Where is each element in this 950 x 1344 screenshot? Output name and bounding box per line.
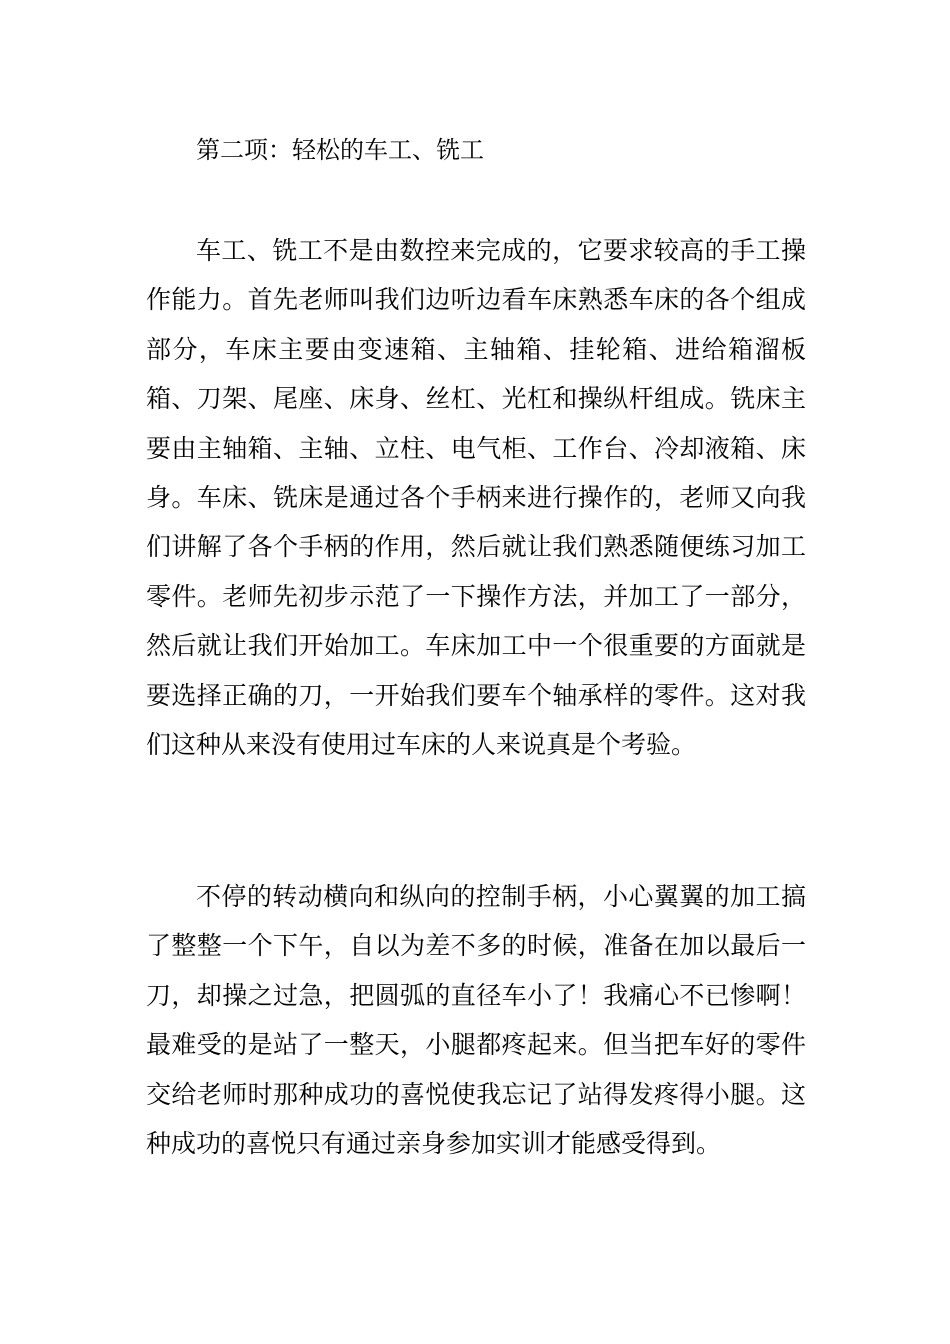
paragraph-lathe-milling-intro: 车工、铣工不是由数控来完成的，它要求较高的手工操作能力。首先老师叫我们边听边看车床熟悉车床的各个组成部分，车床主要由变速箱、主轴箱、挂轮箱、进给箱溜板箱、刀架、尾座、床身、丝杠、光杠和操纵杆组成。铣床主要由主轴箱、主轴、立柱、电气柜、工作台、冷却液箱、床身。车床、铣床是通过各个手柄来进行操作的，老师又向我们讲解了各个手柄的作用，然后就让我们熟悉随便练习加工零件。老师先初步示范了一下操作方法，并加工了一部分，然后就让我们开始加工。车床加工中一个很重要的方面就是要选择正确的刀，一开始我们要车个轴承样的零件。这对我们这种从来没有使用过车床的人来说真是个考验。 (146, 236, 806, 760)
paragraph-machining-experience: 不停的转动横向和纵向的控制手柄，小心翼翼的加工搞了整整一个下午，自以为差不多的时候，准备在加以最后一刀，却操之过急，把圆弧的直径车小了！我痛心不已惨啊！最难受的是站了一整天，小腿都疼起来。但当把车好的零件交给老师时那种成功的喜悦使我忘记了站得发疼得小腿。这种成功的喜悦只有通过亲身参加实训才能感受得到。 (146, 882, 806, 1159)
section-heading: 第二项：轻松的车工、铣工 (196, 136, 484, 164)
